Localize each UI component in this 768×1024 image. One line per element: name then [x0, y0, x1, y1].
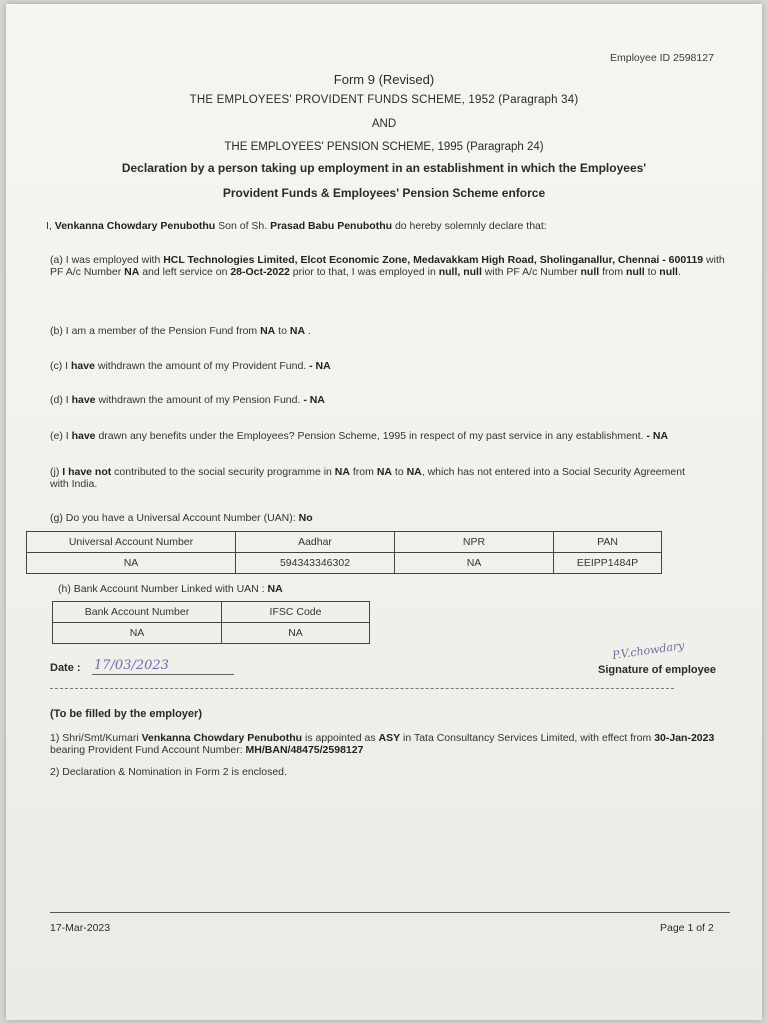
ifsc-value: NA: [222, 623, 370, 644]
scheme-and: AND: [371, 118, 397, 130]
bank-account-header: Bank Account Number: [53, 602, 222, 623]
page-number: Page 1 of 2: [660, 922, 714, 934]
father-name: Prasad Babu Penubothu: [270, 220, 393, 232]
signature-label: Signature of employee: [598, 664, 716, 676]
item-a: (a) I was employed with HCL Technologies Limited, Elcot Economic Zone, Medavakkam High Road, Sholinganallur, Chennai - 600119 with PF A/c Number NA and left service on 28-Oct-2022 prior to that, I was employed in null, null with PF A/c Number null from null to null.: [50, 254, 725, 278]
item-j: (j) I have not contributed to the social security programme in NA from NA to NA, which has not entered into a Social Security Agreement with India.: [50, 466, 685, 490]
item-c: (c) I have withdrawn the amount of my Provident Fund. - NA: [50, 360, 331, 372]
section-divider: [50, 688, 674, 689]
date-underline: [92, 674, 234, 675]
declaration-heading-2: Provident Funds & Employees' Pension Scheme enforce: [222, 186, 546, 200]
aadhar-value: 594343346302: [236, 553, 395, 574]
bank-table: [52, 601, 370, 644]
npr-value: NA: [395, 553, 554, 574]
item-h: (h) Bank Account Number Linked with UAN : NA: [58, 583, 283, 595]
declaration-heading-1: Declaration by a person taking up employment in an establishment in which the Employees': [121, 161, 647, 175]
intro-statement: I, Venkanna Chowdary Penubothu Son of Sh. Prasad Babu Penubothu do hereby solemnly declare that:: [46, 220, 547, 232]
bank-account-value: NA: [53, 623, 222, 644]
footer-divider: [50, 912, 730, 913]
aadhar-header: Aadhar: [236, 532, 395, 553]
scheme-line-2: THE EMPLOYEES' PENSION SCHEME, 1995 (Paragraph 24): [224, 141, 544, 153]
date-handwritten: 17/03/2023: [94, 658, 169, 673]
employer-section-heading: (To be filled by the employer): [50, 708, 202, 720]
scheme-line-1: THE EMPLOYEES' PROVIDENT FUNDS SCHEME, 1952 (Paragraph 34): [189, 94, 579, 106]
employer-appointment: 1) Shri/Smt/Kumari Venkanna Chowdary Penubothu is appointed as ASY in Tata Consultancy Services Limited, with effect from 30-Jan-2023 bearing Provident Fund Account Number: MH/BAN/48475/2598127: [50, 732, 715, 756]
item-g: (g) Do you have a Universal Account Number (UAN): No: [50, 512, 313, 524]
table-row: [27, 553, 662, 574]
signature-handwritten: P.V.chowdary: [611, 639, 686, 662]
uan-header: Universal Account Number: [27, 532, 236, 553]
table-row: [27, 532, 662, 553]
uan-value: NA: [27, 553, 236, 574]
table-row: [53, 602, 370, 623]
employee-id: Employee ID 2598127: [610, 52, 714, 64]
item-d: (d) I have withdrawn the amount of my Pension Fund. - NA: [50, 394, 325, 406]
ifsc-header: IFSC Code: [222, 602, 370, 623]
npr-header: NPR: [395, 532, 554, 553]
form-page: [6, 4, 762, 1020]
form-title: Form 9 (Revised): [333, 72, 435, 87]
item-e: (e) I have drawn any benefits under the Employees? Pension Scheme, 1995 in respect of my past service in any establishment. - NA: [50, 430, 669, 442]
pan-header: PAN: [554, 532, 662, 553]
pan-value: EEIPP1484P: [554, 553, 662, 574]
date-label: Date :: [50, 662, 81, 674]
employer-enclosure: 2) Declaration & Nomination in Form 2 is enclosed.: [50, 766, 287, 778]
uan-table: [26, 531, 662, 574]
table-row: [53, 623, 370, 644]
employee-name: Venkanna Chowdary Penubothu: [54, 220, 216, 232]
footer-date: 17-Mar-2023: [50, 922, 111, 934]
item-b: (b) I am a member of the Pension Fund from NA to NA .: [50, 325, 311, 337]
